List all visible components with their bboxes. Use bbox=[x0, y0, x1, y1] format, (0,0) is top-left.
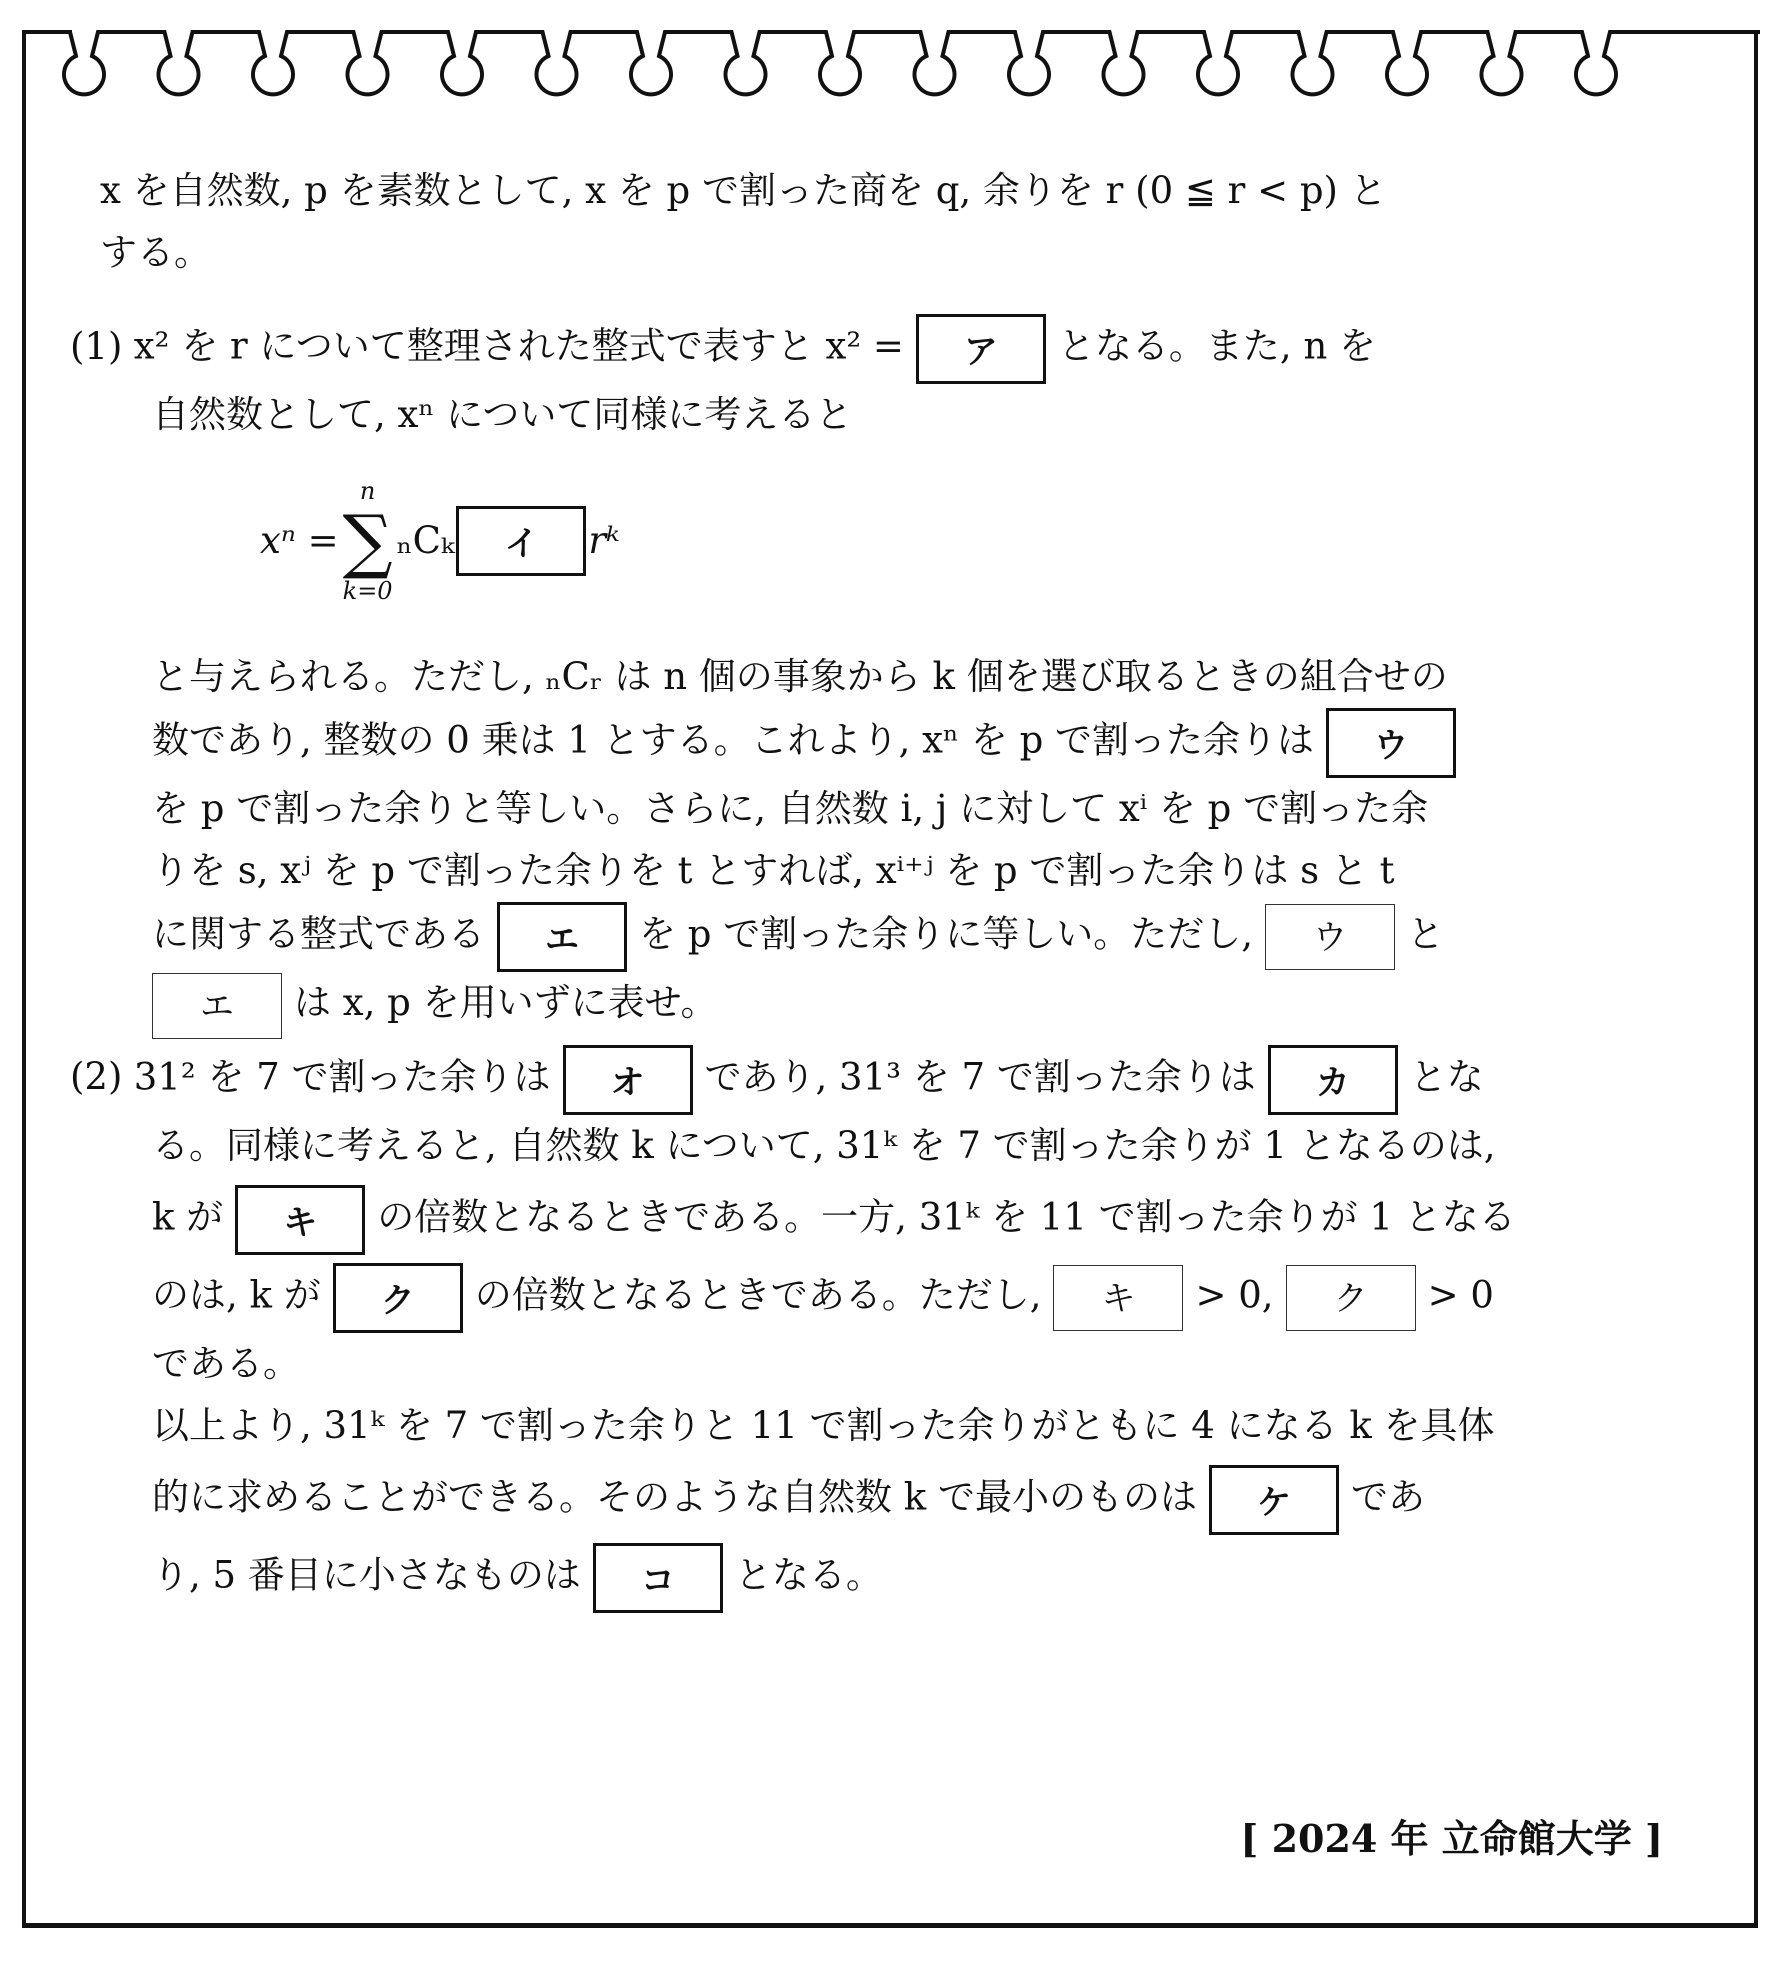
part2-line-7 bbox=[100, 1465, 1680, 1535]
part2-line-4 bbox=[100, 1263, 1680, 1333]
formula-tail: rᵏ bbox=[588, 519, 620, 562]
answer-box-ki-ref: キ bbox=[1053, 1265, 1183, 1331]
answer-box-e-ref: エ bbox=[152, 973, 282, 1039]
sigma-upper: n bbox=[359, 477, 376, 505]
binomial-term: ₙCₖ bbox=[396, 519, 455, 562]
intro-line-2: する。 bbox=[100, 231, 211, 274]
intro-line-1: x を自然数, p を素数として, x を p で割った商を q, 余りを r (0 ≦ r < p) と bbox=[100, 169, 1387, 212]
text: であ bbox=[1350, 1475, 1425, 1518]
part2-line-8 bbox=[100, 1543, 1680, 1613]
problem-body bbox=[70, 160, 1680, 1613]
part2-line-6: 以上より, 31ᵏ を 7 で割った余りと 11 で割った余りがともに 4 になる k を具体 bbox=[152, 1403, 1495, 1447]
text: 数であり, 整数の 0 乗は 1 とする。これより, xⁿ を p で割った余りは bbox=[152, 718, 1315, 762]
answer-box-ka[interactable]: カ bbox=[1268, 1045, 1398, 1115]
part1-line-5: を p で割った余りと等しい。さらに, 自然数 i, j に対して xⁱ を p で割った余 bbox=[152, 787, 1429, 830]
text: 的に求めることができる。そのような自然数 k で最小のものは bbox=[152, 1475, 1197, 1518]
answer-box-ki[interactable]: キ bbox=[235, 1185, 365, 1255]
text: り, 5 番目に小さなものは bbox=[152, 1553, 581, 1596]
summation-formula bbox=[260, 466, 1680, 616]
answer-box-i[interactable]: イ bbox=[456, 506, 586, 576]
part2-label: (2) bbox=[70, 1055, 123, 1098]
text: を p で割った余りに等しい。ただし, bbox=[639, 912, 1253, 956]
text: の倍数となるときである。一方, 31ᵏ を 11 で割った余りが 1 となる bbox=[377, 1195, 1516, 1238]
part1-line-2: 自然数として, xⁿ について同様に考えると bbox=[152, 393, 853, 436]
formula-lhs: xⁿ = bbox=[260, 519, 339, 562]
part1-line-8 bbox=[100, 972, 1680, 1039]
source-citation: [ 2024 年 立命館大学 ] bbox=[1240, 1816, 1663, 1861]
text: > 0 bbox=[1427, 1273, 1494, 1316]
text: は x, p を用いずに表せ。 bbox=[294, 981, 718, 1024]
answer-box-ku-ref: ク bbox=[1286, 1265, 1416, 1331]
answer-box-u-ref: ウ bbox=[1265, 904, 1395, 970]
part1-line-1 bbox=[70, 314, 1680, 384]
text: に関する整式である bbox=[152, 912, 485, 956]
answer-box-ke[interactable]: ケ bbox=[1209, 1465, 1339, 1535]
text: のは, k が bbox=[152, 1273, 321, 1316]
text: とな bbox=[1409, 1055, 1484, 1098]
answer-box-ku[interactable]: ク bbox=[333, 1263, 463, 1333]
part1-line-6: りを s, xʲ を p で割った余りを t とすれば, xⁱ⁺ʲ を p で割った余りは s と t bbox=[152, 849, 1395, 892]
answer-box-e[interactable]: エ bbox=[497, 902, 627, 972]
answer-box-ko[interactable]: コ bbox=[593, 1543, 723, 1613]
text: となる。 bbox=[734, 1553, 883, 1596]
text: となる。また, n を bbox=[1057, 324, 1377, 368]
sigma-lower: k=0 bbox=[342, 577, 393, 605]
answer-box-u[interactable]: ウ bbox=[1326, 708, 1456, 778]
text: と bbox=[1406, 912, 1444, 956]
part2-line-2: る。同様に考えると, 自然数 k について, 31ᵏ を 7 で割った余りが 1 となるのは, bbox=[152, 1123, 1496, 1167]
answer-box-o[interactable]: オ bbox=[563, 1045, 693, 1115]
text: > 0, bbox=[1195, 1273, 1274, 1316]
part1-label: (1) bbox=[70, 324, 123, 368]
text: の倍数となるときである。ただし, bbox=[474, 1273, 1042, 1316]
sigma-icon: n ∑ k=0 bbox=[342, 477, 393, 605]
part2-line-1 bbox=[70, 1045, 1680, 1115]
answer-box-a[interactable]: ア bbox=[916, 314, 1046, 384]
part1-line-3: と与えられる。ただし, ₙCᵣ は n 個の事象から k 個を選び取るときの組合せの bbox=[152, 655, 1448, 698]
part2-line-5: である。 bbox=[152, 1341, 300, 1385]
part1-line-7 bbox=[100, 902, 1680, 972]
text: x² を r について整理された整式で表すと x² = bbox=[133, 324, 904, 368]
text: 31² を 7 で割った余りは bbox=[133, 1055, 551, 1098]
notebook-ring-holes-icon bbox=[22, 28, 1762, 108]
part1-line-4 bbox=[100, 708, 1680, 778]
text: であり, 31³ を 7 で割った余りは bbox=[704, 1055, 1256, 1098]
text: k が bbox=[152, 1195, 224, 1238]
part2-line-3 bbox=[100, 1185, 1680, 1255]
